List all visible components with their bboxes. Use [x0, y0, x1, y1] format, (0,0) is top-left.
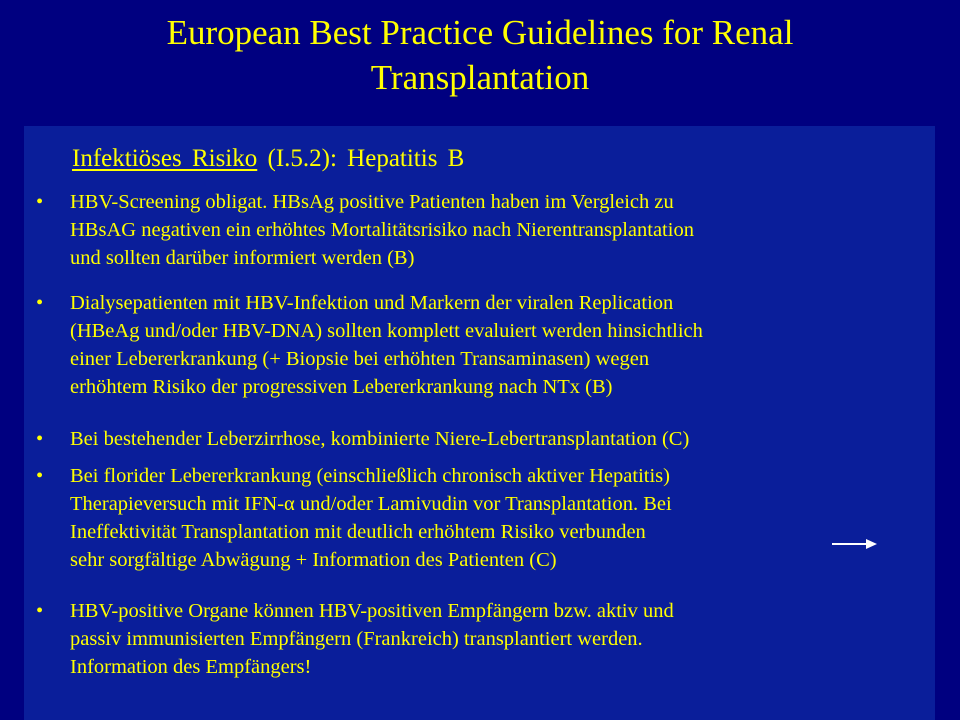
bullet-icon: •: [36, 292, 44, 314]
bullet-line: Bei florider Lebererkrankung (einschließlich chronisch aktiver Hepatitis): [70, 465, 670, 487]
bullet-icon: •: [36, 428, 44, 450]
bullet-line: erhöhtem Risiko der progressiven Lebererkrankung nach NTx (B): [70, 376, 613, 398]
bullet-line: Dialysepatienten mit HBV-Infektion und Markern der viralen Replication: [70, 292, 674, 314]
bullet-text: [70, 289, 920, 401]
bullet-text: [70, 597, 920, 681]
subtitle-reference: (I.5.2): Hepatitis B: [267, 145, 465, 172]
slide-title: [40, 10, 920, 100]
section-subtitle: [72, 142, 464, 176]
bullet-line: einer Lebererkrankung (+ Biopsie bei erhöhten Transaminasen) wegen: [70, 348, 650, 370]
bullet-line: HBV-Screening obligat. HBsAg positive Patienten haben im Vergleich zu: [70, 191, 674, 213]
bullet-text: [70, 188, 920, 272]
bullet-line: Ineffektivität Transplantation mit deutlich erhöhtem Risiko verbunden: [70, 521, 646, 543]
bullet-line: Therapieversuch mit IFN-α und/oder Lamivudin vor Transplantation. Bei: [70, 493, 672, 515]
subtitle-topic: Infektiöses Risiko: [72, 145, 258, 172]
bullet-text: [70, 462, 920, 574]
slide-title-line-2: Transplantation: [370, 58, 590, 97]
bullet-line: Bei bestehender Leberzirrhose, kombinierte Niere-Lebertransplantation (C): [70, 428, 690, 450]
bullet-icon: •: [36, 600, 44, 622]
bullet-icon: •: [36, 465, 44, 487]
bullet-line: HBV-positive Organe können HBV-positiven Empfängern bzw. aktiv und: [70, 600, 674, 622]
bullet-line: Information des Empfängers!: [70, 656, 312, 678]
right-arrow-icon: [830, 538, 878, 550]
bullet-line: sehr sorgfältige Abwägung + Information des Patienten (C): [70, 549, 557, 571]
bullet-icon: •: [36, 191, 44, 213]
bullet-line: und sollten darüber informiert werden (B): [70, 247, 415, 269]
slide-title-line-1: European Best Practice Guidelines for Renal: [166, 13, 794, 52]
bullet-line: HBsAG negativen ein erhöhtes Mortalitätsrisiko nach Nierentransplantation: [70, 219, 694, 241]
bullet-line: (HBeAg und/oder HBV-DNA) sollten komplett evaluiert werden hinsichtlich: [70, 320, 703, 342]
bullet-line: passiv immunisierten Empfängern (Frankreich) transplantiert werden.: [70, 628, 643, 650]
bullet-text: [70, 425, 920, 453]
